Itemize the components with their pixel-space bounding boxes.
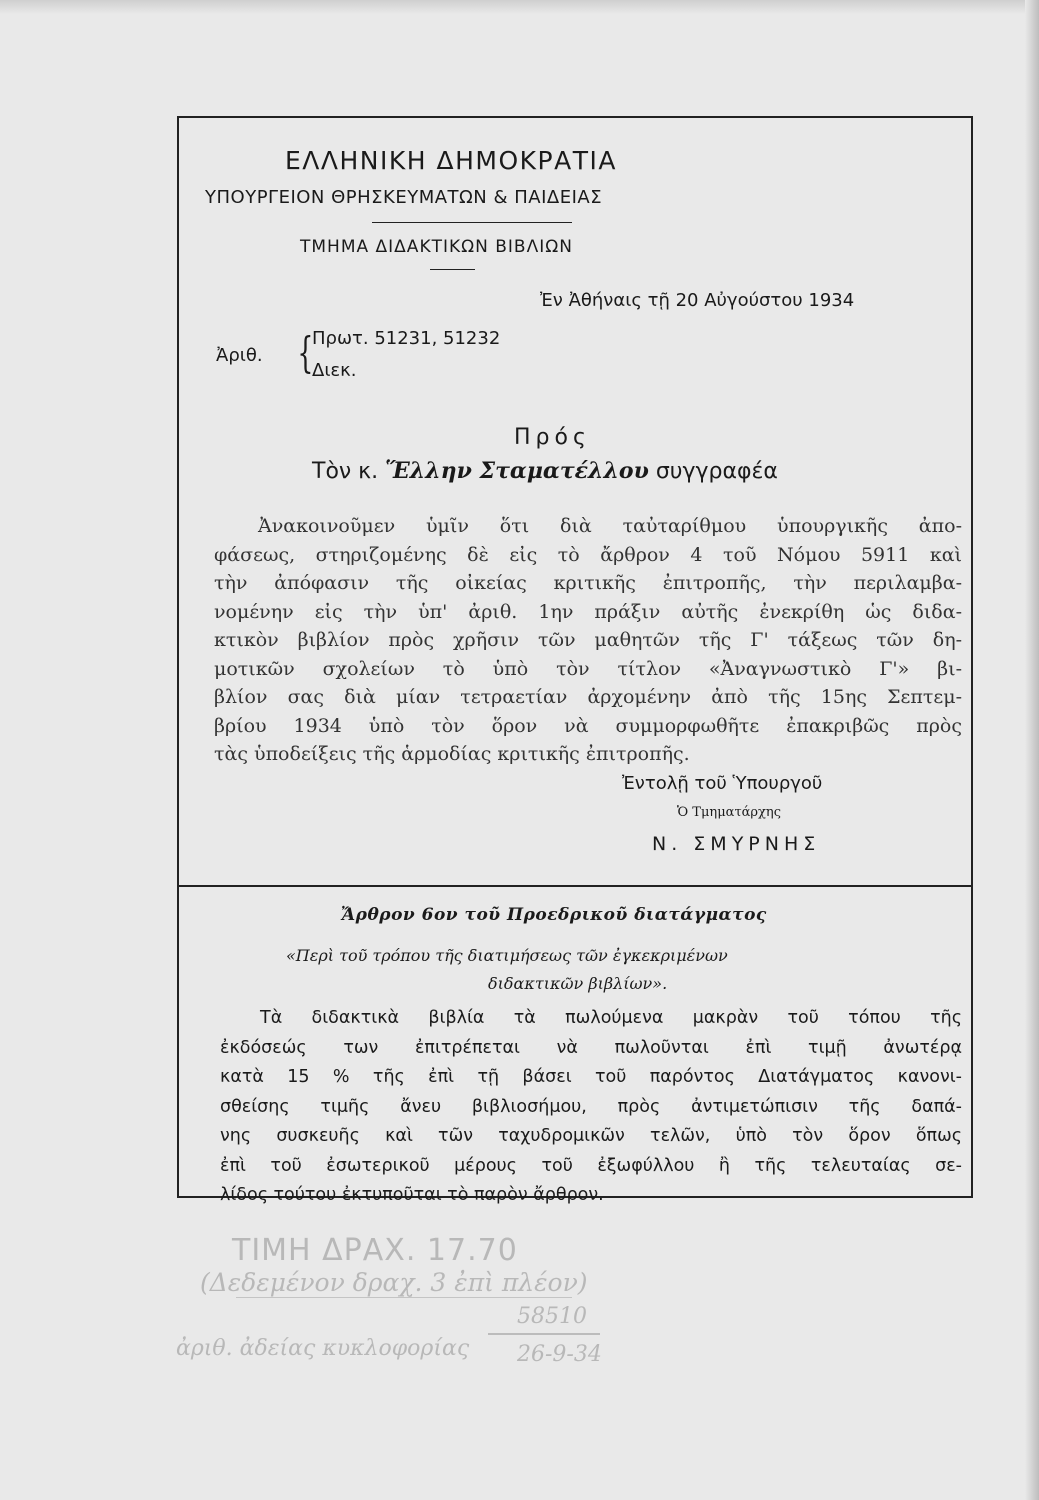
article-line: Τὰ διδακτικὰ βιβλία τὰ πωλούμενα μακρὰν τοῦ τόπου τῆς	[260, 1008, 962, 1028]
reference-brace: {	[297, 328, 314, 377]
letter-line: βλίον σας διὰ μίαν τετραετίαν ἀρχομένην ἀπὸ τῆς 15ης Σεπτεμ-	[214, 686, 962, 708]
letter-line: κτικὸν βιβλίον πρὸς χρῆσιν τῶν μαθητῶν τῆς Γ' τάξεως τῶν δη-	[214, 629, 962, 651]
article-line: κατὰ 15 % τῆς ἐπὶ τῇ βάσει τοῦ παρόντος Διατάγματος κανονι-	[220, 1067, 962, 1087]
heading-rule	[372, 222, 572, 223]
letter-line: μοτικῶν σχολείων τὸ ὑπὸ τὸν τίτλον «Ἀναγνωστικὸ Γ'» βι-	[214, 657, 962, 680]
addressee-name: Ἕλλην Σταματέλλου	[385, 458, 649, 484]
tax-stamp: (Δεδεμένον δραχ. 3 ἐπὶ πλέον)	[200, 1268, 588, 1297]
permit-label: ἀριθ. ἀδείας κυκλοφορίας	[176, 1336, 470, 1361]
addressee-prefix: Τὸν κ.	[312, 459, 379, 484]
article-body	[220, 1004, 962, 1211]
department-rule	[430, 269, 475, 270]
protocol-number: Πρωτ. 51231, 51232	[312, 328, 501, 349]
reference-label: Ἀριθ.	[216, 345, 263, 366]
letter-body	[214, 512, 962, 769]
article-line: λίδος τούτου ἐκτυποῦται τὸ παρὸν ἄρθρον.	[220, 1185, 604, 1205]
republic-heading: ΕΛΛΗΝΙΚΗ ΔΗΜΟΚΡΑΤΙΑ	[285, 146, 617, 175]
page-right-shadow	[1025, 0, 1039, 1500]
letter-line: βρίου 1934 ὑπὸ τὸν ὅρον νὰ συμμορφωθῆτε ἐπακριβῶς πρὸς	[214, 714, 962, 737]
article-line: ἐκδόσεώς των ἐπιτρέπεται νὰ πωλοῦνται ἐπὶ τιμῇ ἀνωτέρᾳ	[220, 1037, 962, 1058]
signature-name: Ν. ΣΜΥΡΝΗΣ	[652, 833, 821, 855]
letter-line: τὴν ἀπόφασιν τῆς οἰκείας κριτικῆς ἐπιτροπῆς, τὴν περιλαμβα-	[214, 572, 962, 594]
addressee-line	[312, 458, 778, 484]
letter-line: Ἀνακοινοῦμεν ὑμῖν ὅτι διὰ ταὐταρίθμου ὑπουργικῆς ἀπο-	[258, 515, 962, 537]
addressee-role: συγγραφέα	[655, 459, 778, 484]
signature-title: Ὁ Τμηματάρχης	[677, 805, 781, 820]
signature-order: Ἐντολῇ τοῦ Ὑπουργοῦ	[622, 773, 823, 794]
diek-label: Διεκ.	[312, 360, 357, 381]
ministry-heading: ΥΠΟΥΡΓΕΙΟΝ ΘΡΗΣΚΕΥΜΑΤΩΝ & ΠΑΙΔΕΙΑΣ	[205, 187, 603, 208]
article-title: Ἄρθρον 6ον τοῦ Προεδρικοῦ διατάγματος	[341, 905, 767, 925]
page-top-edge	[0, 0, 1039, 14]
permit-number: 58510	[517, 1304, 587, 1329]
pros-heading: Πρός	[514, 425, 591, 450]
date-line: Ἐν Ἀθήναις τῇ 20 Αὐγούστου 1934	[540, 290, 855, 311]
article-line: ἐπὶ τοῦ ἐσωτερικοῦ μέρους τοῦ ἐξωφύλλου ἢ τῆς τελευταίας σε-	[220, 1155, 962, 1176]
article-line: νης συσκευῆς καὶ τῶν ταχυδρομικῶν τελῶν, ὑπὸ τὸν ὅρον ὅπως	[220, 1126, 962, 1146]
price-stamp: ΤΙΜΗ ΔΡΑΧ. 17.70	[232, 1233, 518, 1268]
article-line: σθείσης τιμῆς ἄνευ βιβλιοσήμου, πρὸς ἀντιμετώπισιν τῆς δαπά-	[220, 1096, 962, 1117]
permit-fraction-line	[488, 1333, 600, 1335]
department-heading: ΤΜΗΜΑ ΔΙΔΑΚΤΙΚΩΝ ΒΙΒΛΙΩΝ	[300, 237, 573, 257]
letter-line: νομένην εἰς τὴν ὑπ' ἀριθ. 1ην πράξιν αὐτῆς ἐνεκρίθη ὡς διδα-	[214, 600, 962, 623]
article-subtitle-1: «Περὶ τοῦ τρόπου τῆς διατιμήσεως τῶν ἐγκεκριμένων	[286, 946, 728, 965]
permit-date: 26-9-34	[517, 1342, 602, 1367]
article-subtitle-2: διδακτικῶν βιβλίων».	[488, 974, 668, 993]
tax-underline	[236, 1297, 572, 1298]
letter-line: φάσεως, στηριζομένης δὲ εἰς τὸ ἄρθρον 4 τοῦ Νόμου 5911 καὶ	[214, 543, 962, 566]
letter-line: τὰς ὑποδείξεις τῆς ἁρμοδίας κριτικῆς ἐπιτροπῆς.	[214, 743, 690, 765]
section-divider	[177, 885, 973, 887]
